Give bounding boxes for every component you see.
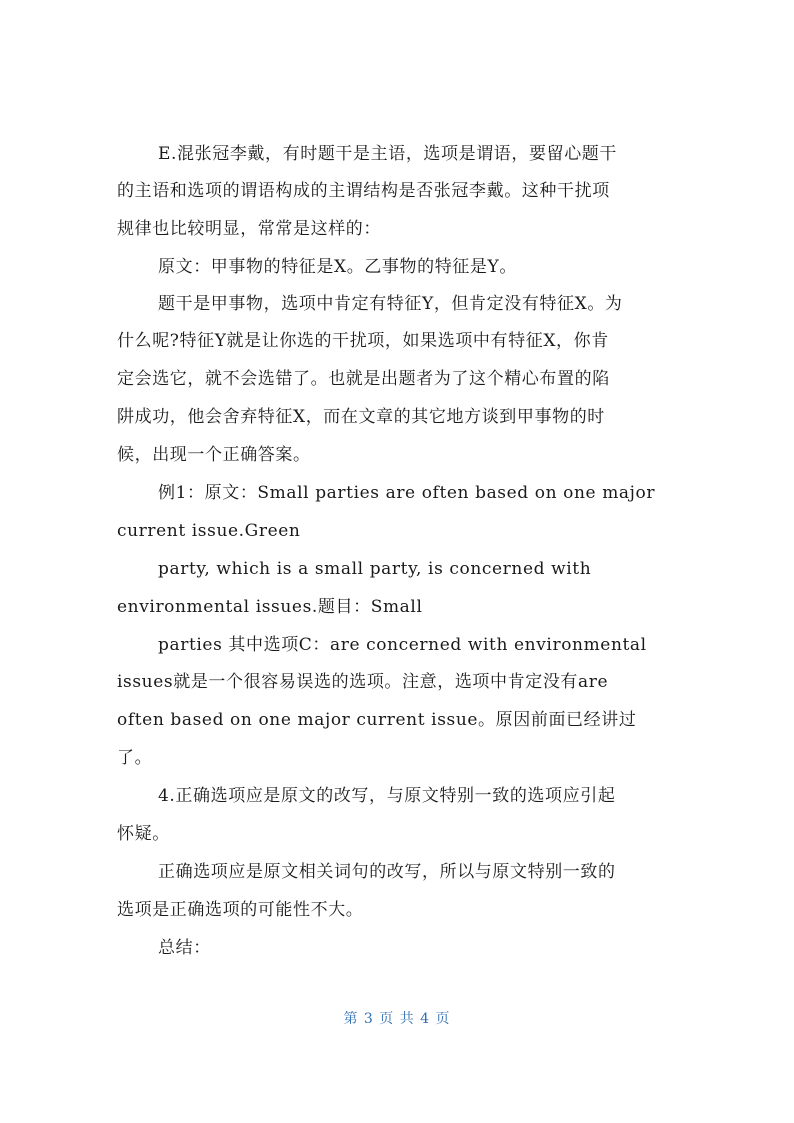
paragraph-line: party, which is a small party, is concerned with (158, 559, 592, 579)
page-number-footer: 第 3 页 共 4 页 (343, 1011, 451, 1027)
paragraph-line: 总结： (158, 938, 211, 958)
paragraph-line: 了。 (117, 748, 153, 768)
paragraph-line: parties 其中选项C：are concerned with environmental (158, 635, 647, 655)
paragraph-line: 原文：甲事物的特征是X。乙事物的特征是Y。 (158, 257, 517, 277)
paragraph-line: issues就是一个很容易误选的选项。注意，选项中肯定没有are (117, 672, 609, 692)
paragraph-line: 题干是甲事物，选项中肯定有特征Y，但肯定没有特征X。为 (158, 294, 623, 314)
paragraph-line: 例1：原文：Small parties are often based on one major (158, 483, 656, 503)
paragraph-line: 的主语和选项的谓语构成的主谓结构是否张冠李戴。这种干扰项 (117, 181, 610, 201)
paragraph-line: E.混张冠李戴，有时题干是主语，选项是谓语，要留心题干 (158, 144, 618, 164)
paragraph-line: environmental issues.题目：Small (117, 597, 423, 617)
paragraph-line: 4.正确选项应是原文的改写，与原文特别一致的选项应引起 (158, 786, 616, 806)
paragraph-line: 怀疑。 (117, 824, 170, 844)
paragraph-line: often based on one major current issue。原因前面已经讲过 (117, 710, 637, 730)
paragraph-line: current issue.Green (117, 521, 301, 541)
paragraph-line: 规律也比较明显，常常是这样的： (117, 219, 381, 239)
paragraph-line: 什么呢?特征Y就是让你选的干扰项，如果选项中有特征X，你肯 (117, 331, 609, 351)
paragraph-line: 阱成功，他会舍弃特征X，而在文章的其它地方谈到甲事物的时 (117, 407, 605, 427)
paragraph-line: 选项是正确选项的可能性不大。 (117, 900, 364, 920)
paragraph-line: 正确选项应是原文相关词句的改写，所以与原文特别一致的 (158, 862, 616, 882)
paragraph-line: 候，出现一个正确答案。 (117, 445, 311, 465)
paragraph-line: 定会选它，就不会选错了。也就是出题者为了这个精心布置的陷 (117, 369, 610, 389)
